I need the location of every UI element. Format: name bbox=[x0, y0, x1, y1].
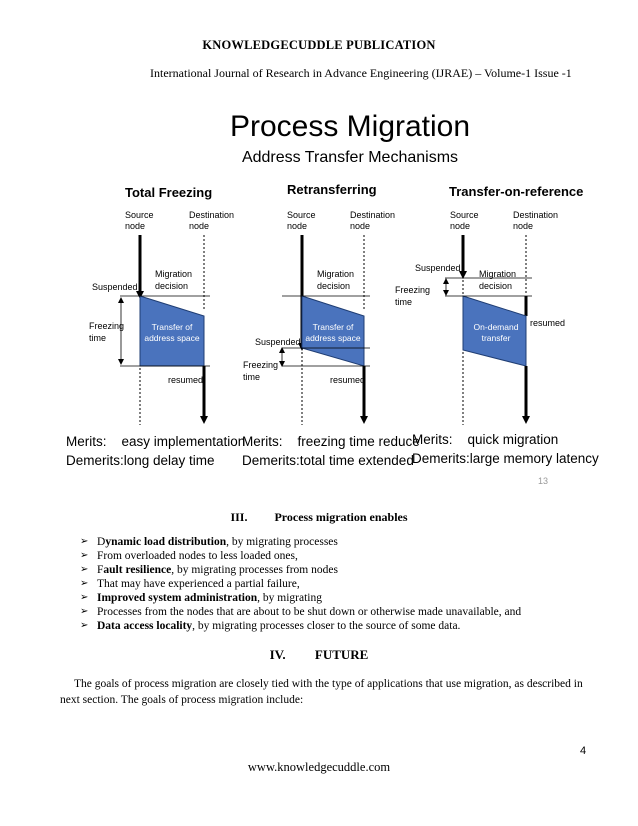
freezing-time-2: time bbox=[395, 297, 413, 307]
figure-subtitle: Address Transfer Mechanisms bbox=[241, 149, 459, 166]
section-3-title: Process migration enables bbox=[274, 510, 408, 524]
item-prefix: F bbox=[97, 564, 104, 576]
resumed-label: resumed bbox=[168, 375, 204, 385]
arrow-bullet-icon: ➢ bbox=[80, 578, 89, 589]
source-label-2: node bbox=[125, 221, 146, 231]
item-text: , by migrating processes bbox=[226, 536, 338, 548]
suspended-label: Suspended bbox=[92, 282, 138, 292]
section-4-heading bbox=[0, 647, 638, 663]
arrow-bullet-icon: ➢ bbox=[80, 536, 89, 547]
dest-label-1: Destination bbox=[189, 210, 235, 220]
item-text: That may have experienced a partial failure, bbox=[97, 578, 300, 590]
item-bold: ynamic load distribution bbox=[105, 536, 227, 548]
body-paragraph: The goals of process migration are closely tied with the type of applications that use migration, as described in next section. The goals of process migration include: bbox=[60, 678, 583, 706]
section-3-number: III. bbox=[230, 510, 248, 524]
list-item bbox=[80, 605, 620, 619]
publisher-header: KNOWLEDGECUDDLE PUBLICATION bbox=[202, 38, 436, 52]
item-bold: ault resilience bbox=[103, 564, 172, 576]
transfer-label-1: Transfer of bbox=[151, 322, 193, 332]
transfer-label-1: Transfer of bbox=[312, 322, 354, 332]
item-bold: Improved system administration bbox=[97, 592, 258, 604]
figure-title: Process Migration bbox=[229, 110, 471, 143]
item-text: , by migrating bbox=[257, 592, 322, 604]
suspended-label: Suspended bbox=[255, 337, 301, 347]
panel-heading: Transfer-on-reference bbox=[449, 184, 584, 199]
journal-header: International Journal of Research in Advance Engineering (IJRAE) – Volume-1 Issue -1 bbox=[150, 66, 572, 80]
footer-url[interactable]: www.knowledgecuddle.com bbox=[247, 760, 391, 774]
dest-label-2: node bbox=[189, 221, 210, 231]
list-item bbox=[80, 577, 620, 591]
item-text: From overloaded nodes to less loaded ones, bbox=[97, 550, 298, 562]
migration-decision-2: decision bbox=[479, 281, 513, 291]
arrow-bullet-icon: ➢ bbox=[80, 606, 89, 617]
source-label-1: Source bbox=[287, 210, 316, 220]
arrow-bullet-icon: ➢ bbox=[80, 550, 89, 561]
transfer-label-2: transfer bbox=[481, 333, 511, 343]
panel-total-freezing bbox=[66, 185, 245, 468]
item-text: , by migrating processes from nodes bbox=[171, 564, 338, 576]
suspended-label: Suspended bbox=[415, 263, 461, 273]
dest-label-1: Destination bbox=[513, 210, 559, 220]
merits: Merits: easy implementation bbox=[66, 434, 246, 449]
freezing-time-1: Freezing bbox=[395, 285, 431, 295]
migration-decision-1: Migration bbox=[479, 269, 517, 279]
arrow-bullet-icon: ➢ bbox=[80, 620, 89, 631]
list-item bbox=[80, 591, 620, 605]
list-item bbox=[80, 549, 620, 563]
demerits: Demerits:long delay time bbox=[66, 453, 215, 468]
source-label-1: Source bbox=[125, 210, 154, 220]
migration-decision-1: Migration bbox=[317, 269, 355, 279]
section-4-title: FUTURE bbox=[314, 647, 369, 662]
item-text: , by migrating processes closer to the source of some data. bbox=[192, 620, 461, 632]
transfer-label-2: address space bbox=[305, 333, 361, 343]
panel-heading: Total Freezing bbox=[125, 185, 213, 200]
merits: Merits: quick migration bbox=[412, 432, 559, 447]
dest-label-2: node bbox=[513, 221, 534, 231]
migration-decision-2: decision bbox=[317, 281, 351, 291]
list-item bbox=[80, 619, 620, 633]
source-label-1: Source bbox=[450, 210, 479, 220]
slide-number: 13 bbox=[538, 476, 549, 486]
dest-label-2: node bbox=[350, 221, 371, 231]
freezing-time-1: Freezing bbox=[243, 360, 279, 370]
demerits: Demerits:large memory latency bbox=[412, 451, 599, 466]
item-bold: Data access locality bbox=[97, 620, 193, 632]
migration-decision-2: decision bbox=[155, 281, 189, 291]
source-label-2: node bbox=[450, 221, 471, 231]
transfer-label-2: address space bbox=[144, 333, 200, 343]
demerits: Demerits:total time extended bbox=[242, 453, 414, 468]
section-4-number: IV. bbox=[269, 647, 286, 662]
freezing-time-1: Freezing bbox=[89, 321, 125, 331]
freezing-time-2: time bbox=[243, 372, 261, 382]
page-number: 4 bbox=[580, 745, 587, 757]
arrow-bullet-icon: ➢ bbox=[80, 564, 89, 575]
migration-decision-1: Migration bbox=[155, 269, 193, 279]
arrow-bullet-icon: ➢ bbox=[80, 592, 89, 603]
merits: Merits: freezing time reduce bbox=[242, 434, 420, 449]
list-item bbox=[80, 563, 620, 577]
freezing-time-2: time bbox=[89, 333, 107, 343]
panel-heading: Retransferring bbox=[287, 182, 377, 197]
resumed-label: resumed bbox=[330, 375, 366, 385]
list-item bbox=[80, 535, 620, 549]
transfer-label-1: On-demand bbox=[473, 322, 519, 332]
section-3-heading bbox=[0, 510, 638, 525]
panel-retransferring bbox=[242, 182, 420, 468]
dest-label-1: Destination bbox=[350, 210, 396, 220]
resumed-label: resumed bbox=[530, 318, 566, 328]
item-prefix: D bbox=[97, 536, 106, 548]
source-label-2: node bbox=[287, 221, 308, 231]
item-text: Processes from the nodes that are about to be shut down or otherwise made unavailable, and bbox=[97, 606, 522, 618]
panel-transfer-on-reference bbox=[395, 184, 599, 466]
bullet-list bbox=[80, 535, 620, 633]
